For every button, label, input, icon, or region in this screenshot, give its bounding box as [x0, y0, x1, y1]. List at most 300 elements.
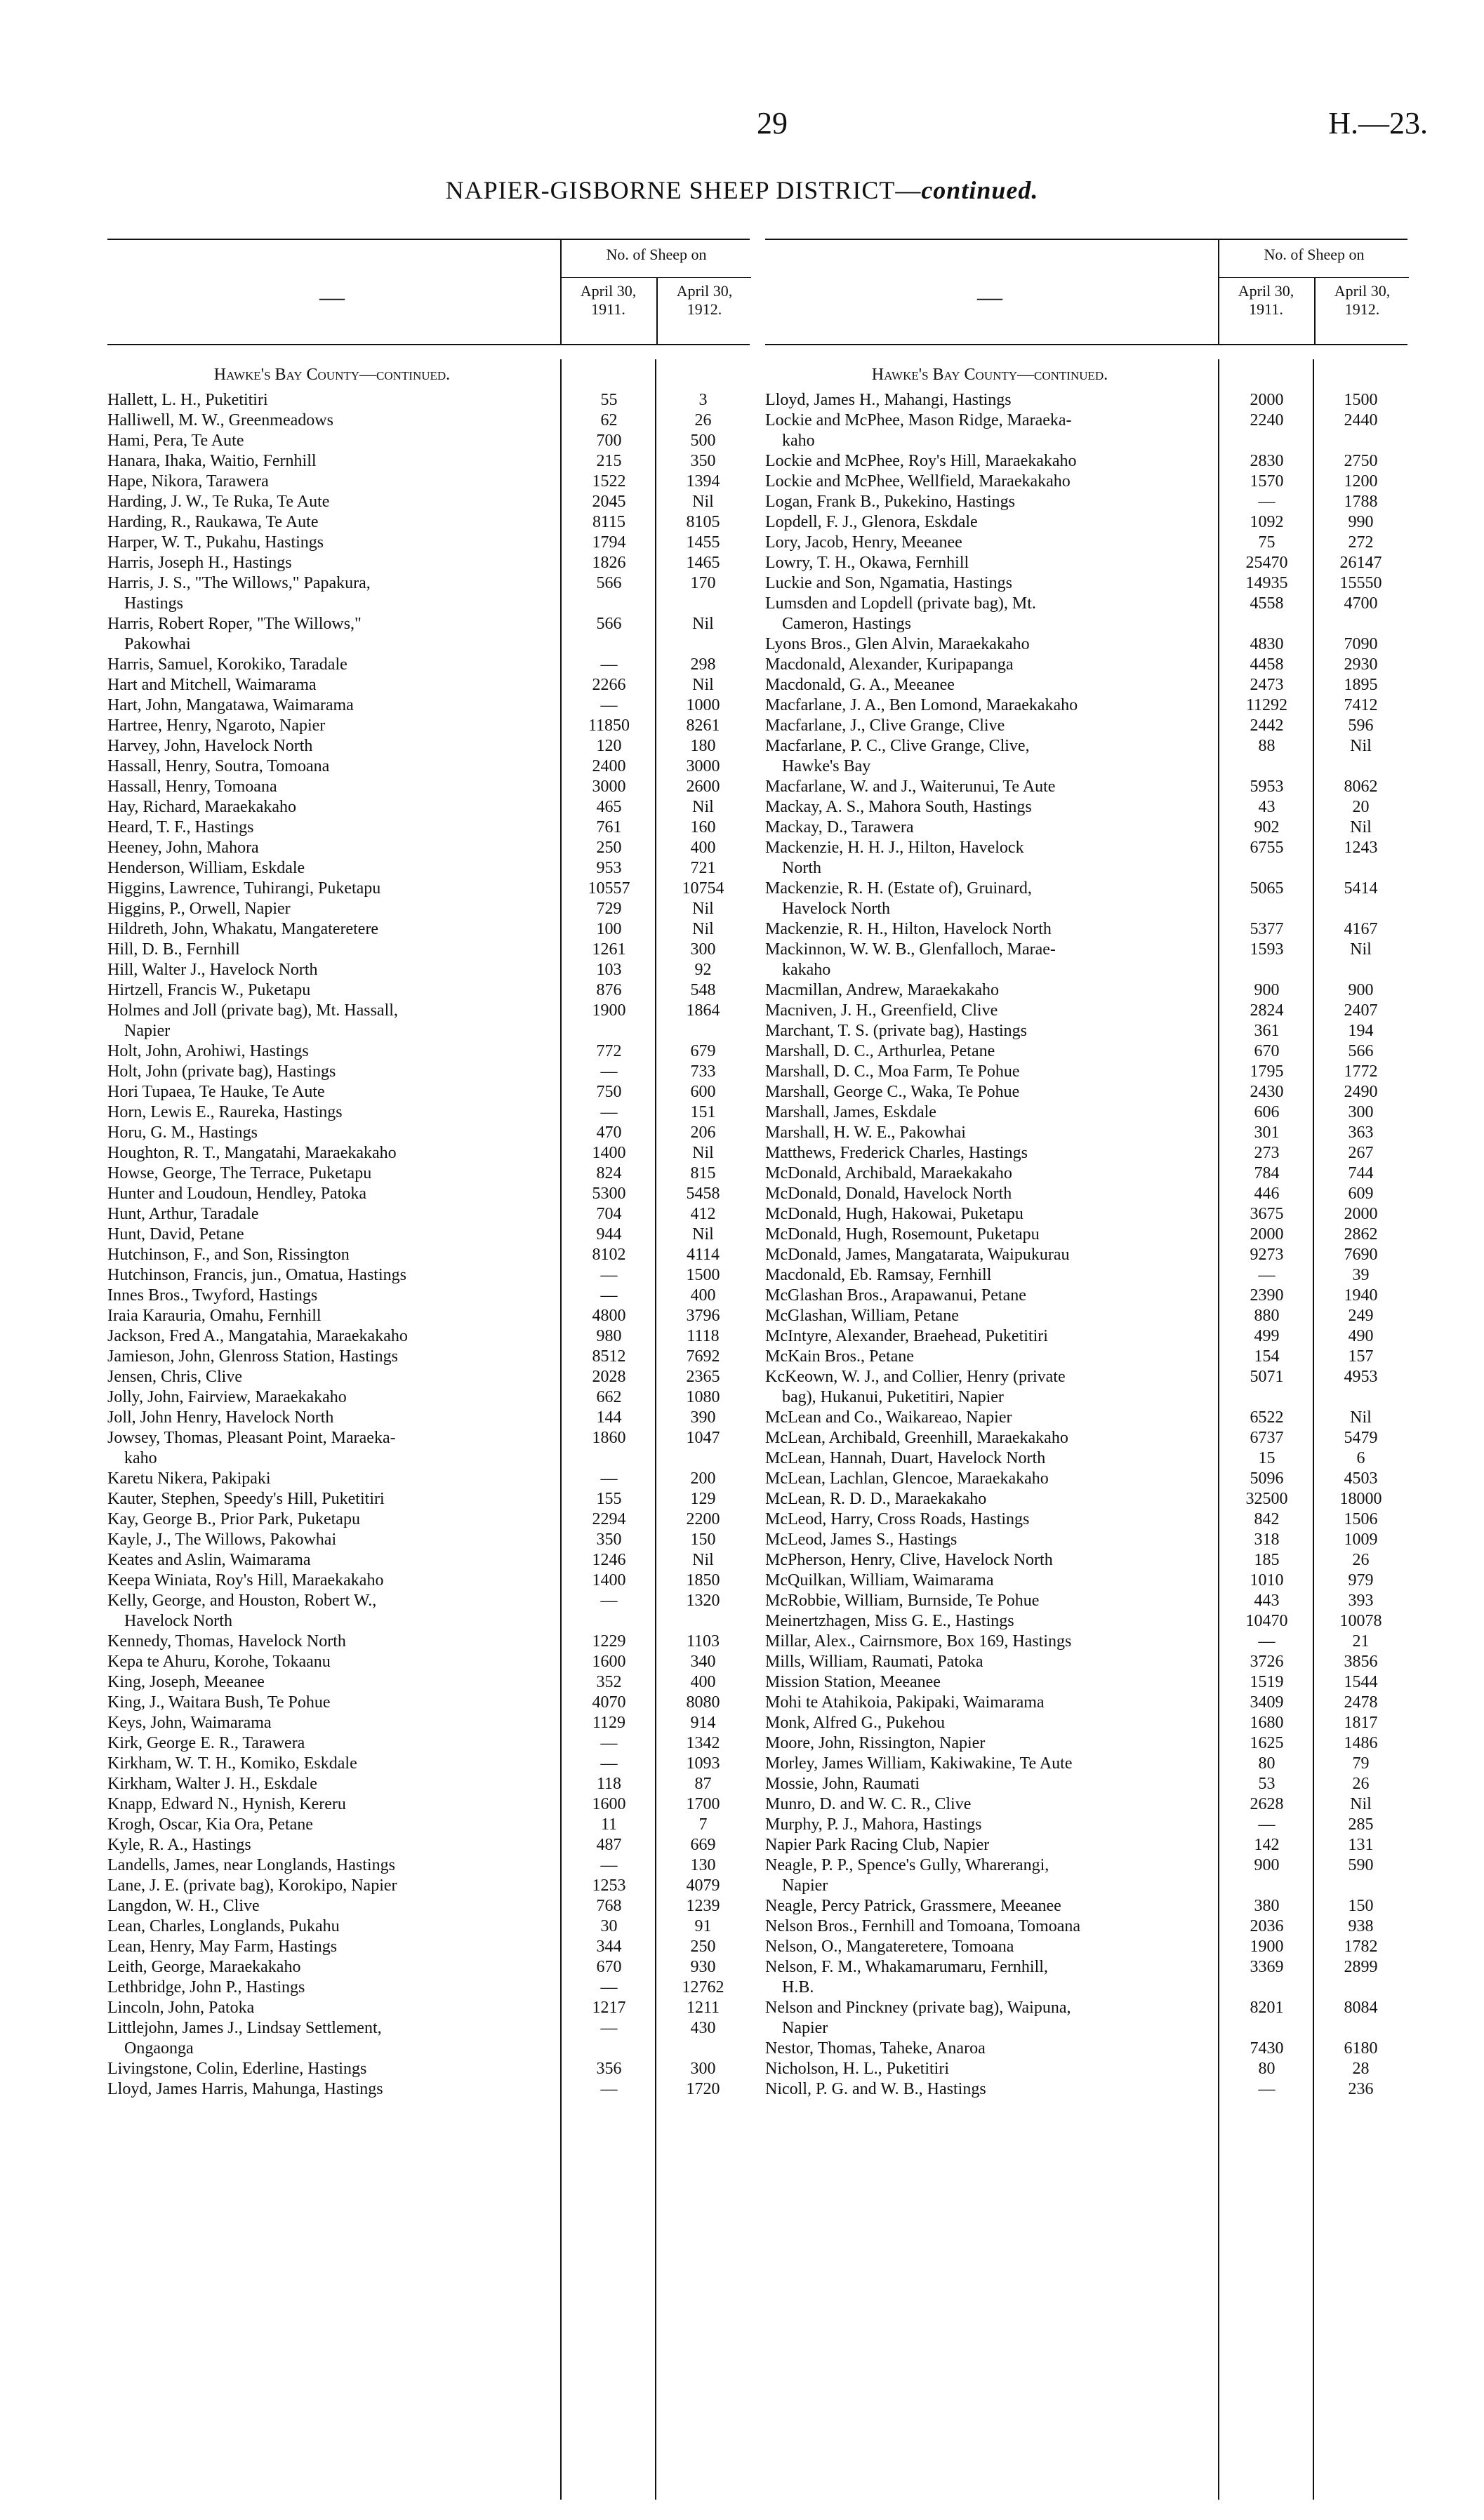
sheep-1912: 7	[698, 1815, 708, 1834]
sheep-1911: 1860	[592, 1429, 626, 1447]
owner-name	[765, 980, 1200, 1001]
sheep-1912: 39	[1352, 1266, 1370, 1284]
table-row	[765, 736, 1407, 777]
sheep-1911: 3726	[1250, 1653, 1284, 1671]
owner-line-1: Harris, Robert Roper, "The Willows,"	[107, 615, 362, 633]
sheep-1911: 350	[596, 1531, 622, 1549]
owner-line-1: Marchant, T. S. (private bag), Hastings	[765, 1022, 1028, 1040]
owner-name	[765, 2039, 1200, 2059]
owner-name	[107, 512, 543, 533]
sheep-1911: 1522	[592, 472, 626, 491]
group-label: No. of Sheep on	[1219, 239, 1409, 278]
sheep-1912: 15550	[1339, 574, 1382, 592]
owner-name	[765, 1143, 1200, 1164]
sheep-1911: 25470	[1245, 554, 1288, 572]
owner-line-1: Jensen, Chris, Clive	[107, 1368, 242, 1386]
sheep-1912: 7090	[1344, 635, 1378, 653]
owner-line-1: Hill, Walter J., Havelock North	[107, 961, 318, 979]
owner-name	[765, 472, 1200, 492]
sheep-1911: 1129	[592, 1714, 626, 1732]
owner-name	[107, 1286, 543, 1306]
owner-name	[765, 797, 1200, 818]
sheep-1912: Nil	[692, 798, 714, 816]
sheep-1912: 393	[1348, 1592, 1374, 1610]
sheep-1911: 11850	[588, 716, 630, 735]
table-row	[765, 1448, 1407, 1469]
owner-line-1: Keepa Winiata, Roy's Hill, Maraekakaho	[107, 1571, 384, 1589]
owner-line-1: Hunt, Arthur, Taradale	[107, 1205, 259, 1223]
owner-name	[107, 2018, 543, 2059]
sheep-1911: 301	[1254, 1124, 1280, 1142]
table-row	[765, 1408, 1407, 1428]
year-1912-header: April 30, 1912.	[656, 278, 751, 344]
sheep-1911: 6522	[1250, 1408, 1284, 1427]
rows	[765, 390, 1407, 2100]
owner-line-1: Mackenzie, R. H. (Estate of), Gruinard,	[765, 879, 1032, 898]
table-row	[765, 1143, 1407, 1164]
sheep-1911: 11	[600, 1815, 618, 1834]
table-row	[765, 1672, 1407, 1693]
sheep-1911: 980	[596, 1327, 622, 1345]
owner-name	[107, 1998, 543, 2018]
owner-line-1: Marshall, James, Eskdale	[765, 1103, 936, 1121]
sheep-1912: 2490	[1344, 1083, 1378, 1101]
sheep-1911: 4070	[592, 1693, 626, 1712]
owner-line-1: McLean, Archibald, Greenhill, Maraekakaho	[765, 1429, 1068, 1447]
owner-name	[107, 553, 543, 573]
sheep-1911: 4458	[1250, 655, 1284, 674]
owner-line-1: Lowry, T. H., Okawa, Fernhill	[765, 554, 969, 572]
sheep-1911: 729	[596, 900, 622, 918]
owner-line-1: Neagle, Percy Patrick, Grassmere, Meeanee	[765, 1897, 1061, 1915]
sheep-1912: 300	[690, 2060, 716, 2078]
table-row	[765, 940, 1407, 980]
sheep-1912: 5458	[686, 1185, 720, 1203]
owner-name	[765, 1021, 1200, 1041]
owner-name	[107, 1571, 543, 1591]
sheep-1912: 131	[1348, 1836, 1374, 1854]
owner-name	[765, 716, 1200, 736]
table-header	[765, 239, 1407, 345]
table-row	[765, 1937, 1407, 1957]
table-row	[765, 655, 1407, 675]
sheep-1911: 1826	[592, 554, 626, 572]
owner-line-2: North	[782, 859, 821, 877]
sheep-1912: 1394	[686, 472, 720, 491]
owner-name	[765, 1693, 1200, 1713]
table-row	[765, 1693, 1407, 1713]
sheep-1912: 412	[690, 1205, 716, 1223]
section-heading: Hawke's Bay County—continued.	[213, 366, 451, 384]
owner-line-1: Innes Bros., Twyford, Hastings	[107, 1286, 318, 1305]
owner-name	[107, 1062, 543, 1082]
sheep-1911: 14935	[1245, 574, 1288, 592]
owner-name	[107, 573, 543, 614]
sheep-1911: 1253	[592, 1876, 626, 1895]
owner-name	[765, 1123, 1200, 1143]
table-row	[107, 1978, 750, 1998]
sheep-1911: 606	[1254, 1103, 1280, 1121]
table-row	[107, 980, 750, 1001]
owner-name	[107, 1123, 543, 1143]
sheep-1911: 32500	[1245, 1490, 1288, 1508]
owner-line-1: Heard, T. F., Hastings	[107, 818, 254, 836]
table-row	[107, 573, 750, 614]
sheep-1911: 704	[596, 1205, 622, 1223]
owner-line-1: McDonald, Archibald, Maraekakaho	[765, 1164, 1012, 1182]
sheep-1911: 768	[596, 1897, 622, 1915]
owner-line-1: King, Joseph, Meeanee	[107, 1673, 265, 1691]
owner-name	[765, 594, 1200, 634]
sheep-1912: 1342	[686, 1734, 720, 1752]
owner-line-1: Littlejohn, James J., Lindsay Settlement,	[107, 2019, 382, 2037]
owner-line-1: Nelson, O., Mangateretere, Tomoana	[765, 1938, 1014, 1956]
owner-line-1: Hunt, David, Petane	[107, 1225, 244, 1244]
sheep-1912: 400	[690, 1286, 716, 1305]
table-row	[107, 431, 750, 451]
sheep-1912: 1506	[1344, 1510, 1378, 1528]
table-row	[107, 1123, 750, 1143]
sheep-1912: 4079	[686, 1876, 720, 1895]
sheep-1912: 2899	[1344, 1958, 1378, 1976]
owner-line-1: Higgins, Lawrence, Tuhirangi, Puketapu	[107, 879, 381, 898]
sheep-1911: 2473	[1250, 676, 1284, 694]
table-row	[107, 1143, 750, 1164]
owner-name	[107, 451, 543, 472]
title-continued: continued.	[921, 176, 1039, 204]
sheep-1911: 15	[1258, 1449, 1276, 1467]
owner-name	[765, 1611, 1200, 1632]
table-row	[107, 655, 750, 675]
owner-name	[765, 818, 1200, 838]
owner-name	[765, 1408, 1200, 1428]
owner-line-1: Livingstone, Colin, Ederline, Hastings	[107, 2060, 367, 2078]
sheep-1912: 1817	[1344, 1714, 1378, 1732]
sheep-1912: 250	[690, 1938, 716, 1956]
sheep-1912: 129	[690, 1490, 716, 1508]
sheep-1911: 3000	[592, 778, 626, 796]
table-row	[765, 573, 1407, 594]
table-row	[107, 1571, 750, 1591]
owner-name	[107, 1428, 543, 1469]
sheep-1911: 3369	[1250, 1958, 1284, 1976]
owner-name	[765, 1632, 1200, 1652]
owner-line-1: Lockie and McPhee, Roy's Hill, Maraekakaho	[765, 452, 1077, 470]
table-row	[765, 879, 1407, 919]
owner-name	[765, 411, 1200, 451]
sheep-1911: 784	[1254, 1164, 1280, 1182]
owner-line-1: Krogh, Oscar, Kia Ora, Petane	[107, 1815, 313, 1834]
table-row	[107, 1286, 750, 1306]
table-row	[107, 675, 750, 695]
sheep-1912: 500	[690, 432, 716, 450]
sheep-1912: 2600	[686, 778, 720, 796]
owner-name	[765, 512, 1200, 533]
owner-name	[765, 533, 1200, 553]
table-row	[765, 777, 1407, 797]
owner-name	[765, 1469, 1200, 1489]
owner-name	[765, 1733, 1200, 1754]
owner-name	[107, 1733, 543, 1754]
owner-name	[107, 1591, 543, 1632]
owner-line-1: Nelson Bros., Fernhill and Tomoana, Tomoana	[765, 1917, 1081, 1935]
table-row	[765, 1733, 1407, 1754]
sheep-1912: 5414	[1344, 879, 1378, 898]
table-row	[765, 2059, 1407, 2079]
sheep-1911: 155	[596, 1490, 622, 1508]
owner-line-1: Hart, John, Mangatawa, Waimarama	[107, 696, 354, 714]
sheep-1912: 8105	[686, 513, 720, 531]
sheep-1911: 2240	[1250, 411, 1284, 429]
owner-line-1: Harris, Samuel, Korokiko, Taradale	[107, 655, 347, 674]
sheep-1912: Nil	[1350, 737, 1372, 755]
owner-name	[107, 1245, 543, 1265]
sheep-1912: 4167	[1344, 920, 1378, 938]
owner-name	[765, 2059, 1200, 2079]
sheep-1911: 1246	[592, 1551, 626, 1569]
owner-name	[107, 1876, 543, 1896]
sheep-1911: 2824	[1250, 1001, 1284, 1020]
sheep-1912: 1103	[686, 1632, 720, 1651]
owner-line-1: Hassall, Henry, Tomoana	[107, 778, 277, 796]
sheep-1912: 2478	[1344, 1693, 1378, 1712]
header-dash: —	[977, 283, 1002, 311]
sheep-1912: 340	[690, 1653, 716, 1671]
owner-name	[107, 1896, 543, 1916]
sheep-1911: 1600	[592, 1653, 626, 1671]
owner-name	[765, 492, 1200, 512]
sheep-1912: 1850	[686, 1571, 720, 1589]
sheep-1912: 590	[1348, 1856, 1374, 1874]
table-row	[765, 1428, 1407, 1448]
owner-name	[765, 1428, 1200, 1448]
owner-line-2: kaho	[782, 432, 815, 450]
sheep-1912: 12762	[682, 1978, 724, 1996]
sheep-1911: 30	[600, 1917, 618, 1935]
table-row	[765, 1041, 1407, 1062]
table-row	[107, 1367, 750, 1387]
owner-line-1: Lumsden and Lopdell (private bag), Mt.	[765, 594, 1036, 613]
sheep-1911: 1680	[1250, 1714, 1284, 1732]
owner-name	[107, 2079, 543, 2100]
table-row	[765, 1998, 1407, 2039]
sheep-1912: 490	[1348, 1327, 1374, 1345]
owner-line-1: Jolly, John, Fairview, Maraekakaho	[107, 1388, 347, 1406]
table-row	[107, 797, 750, 818]
owner-name	[765, 1184, 1200, 1204]
table-row	[107, 1347, 750, 1367]
owner-line-1: Mills, William, Raumati, Patoka	[765, 1653, 983, 1671]
owner-line-1: Harper, W. T., Pukahu, Hastings	[107, 533, 324, 552]
table-row	[765, 411, 1407, 451]
sheep-1911: —	[600, 1592, 618, 1610]
owner-name	[765, 1326, 1200, 1347]
owner-line-1: Holt, John, Arohiwi, Hastings	[107, 1042, 309, 1060]
owner-line-1: McQuilkan, William, Waimarama	[765, 1571, 994, 1589]
sheep-1911: 1600	[592, 1795, 626, 1813]
owner-name	[765, 1286, 1200, 1306]
sheep-1911: 953	[596, 859, 622, 877]
owner-line-1: Logan, Frank B., Pukekino, Hastings	[765, 493, 1015, 511]
sheep-1912: 298	[690, 655, 716, 674]
owner-name	[107, 1713, 543, 1733]
sheep-1911: 900	[1254, 981, 1280, 999]
owner-name	[107, 1184, 543, 1204]
sheep-1912: 1772	[1344, 1062, 1378, 1081]
sheep-1912: Nil	[692, 920, 714, 938]
owner-line-1: McLean and Co., Waikareao, Napier	[765, 1408, 1012, 1427]
sheep-1912: 26147	[1339, 554, 1382, 572]
sheep-1912: 930	[690, 1958, 716, 1976]
owner-line-1: Hassall, Henry, Soutra, Tomoana	[107, 757, 330, 775]
sheep-1912: 267	[1348, 1144, 1374, 1162]
owner-line-1: Lloyd, James H., Mahangi, Hastings	[765, 391, 1012, 409]
sheep-1911: 118	[596, 1775, 622, 1793]
owner-name	[765, 1265, 1200, 1286]
table-row	[765, 1815, 1407, 1835]
owner-line-1: McLean, R. D. D., Maraekakaho	[765, 1490, 987, 1508]
owner-name	[107, 1672, 543, 1693]
owner-line-1: Moore, John, Rissington, Napier	[765, 1734, 986, 1752]
owner-line-1: Nelson, F. M., Whakamarumaru, Fernhill,	[765, 1958, 1048, 1976]
owner-name	[107, 1387, 543, 1408]
table-row	[765, 1245, 1407, 1265]
sheep-1912: 91	[694, 1917, 712, 1935]
table-row	[765, 1916, 1407, 1937]
sheep-1911: 2045	[592, 493, 626, 511]
sheep-1912: 10078	[1339, 1612, 1382, 1630]
group-label: No. of Sheep on	[562, 239, 751, 278]
sheep-1911: 761	[596, 818, 622, 836]
owner-line-1: Keates and Aslin, Waimarama	[107, 1551, 311, 1569]
owner-name	[107, 858, 543, 879]
table-row	[765, 1225, 1407, 1245]
sheep-1912: 2200	[686, 1510, 720, 1528]
sheep-1911: 2628	[1250, 1795, 1284, 1813]
owner-name	[107, 777, 543, 797]
owner-line-1: Mackenzie, R. H., Hilton, Havelock North	[765, 920, 1052, 938]
sheep-1912: 206	[690, 1124, 716, 1142]
sheep-1911: 5065	[1250, 879, 1284, 898]
owner-name	[107, 1367, 543, 1387]
sheep-1911: 700	[596, 432, 622, 450]
sheep-1912: 7692	[686, 1347, 720, 1366]
sheep-1911: 8512	[592, 1347, 626, 1366]
owner-name	[107, 940, 543, 960]
sheep-1911: —	[600, 1978, 618, 1996]
owner-name	[765, 1672, 1200, 1693]
owner-name	[765, 1957, 1200, 1998]
table-row	[765, 390, 1407, 411]
owner-line-1: Knapp, Edward N., Hynish, Kereru	[107, 1795, 346, 1813]
sheep-1912: Nil	[1350, 1408, 1372, 1427]
sheep-1911: 43	[1258, 798, 1276, 816]
sheep-1912: 2862	[1344, 1225, 1378, 1244]
sheep-1911: 876	[596, 981, 622, 999]
sheep-1911: —	[600, 1103, 618, 1121]
owner-name	[107, 1347, 543, 1367]
table-row	[765, 1896, 1407, 1916]
table-row	[765, 1367, 1407, 1408]
owner-line-2: Havelock North	[782, 900, 890, 918]
owner-line-1: Macdonald, Eb. Ramsay, Fernhill	[765, 1266, 992, 1284]
table-row	[107, 1937, 750, 1957]
owner-name	[765, 736, 1200, 777]
table-row	[765, 1794, 1407, 1815]
table-row	[107, 1794, 750, 1815]
sheep-1912: 1118	[687, 1327, 720, 1345]
sheep-1911: 772	[596, 1042, 622, 1060]
owner-name	[107, 1204, 543, 1225]
sheep-1911: 75	[1258, 533, 1276, 552]
sheep-1911: 1261	[592, 940, 626, 959]
sheep-1912: 3	[698, 391, 708, 409]
table-row	[765, 980, 1407, 1001]
table-row	[107, 716, 750, 736]
table-row	[765, 1530, 1407, 1550]
owner-name	[765, 1998, 1200, 2039]
owner-line-1: Hay, Richard, Maraekakaho	[107, 798, 296, 816]
sheep-1911: —	[600, 1266, 618, 1284]
sheep-1912: 236	[1348, 2080, 1374, 2098]
owner-name	[765, 1591, 1200, 1611]
owner-name	[107, 1937, 543, 1957]
sheep-1912: 1211	[686, 1999, 720, 2017]
sheep-1911: 842	[1254, 1510, 1280, 1528]
table-row	[107, 756, 750, 777]
owner-name	[107, 1509, 543, 1530]
sheep-1912: 733	[690, 1062, 716, 1081]
sheep-1911: 2028	[592, 1368, 626, 1386]
table-row	[765, 1184, 1407, 1204]
owner-line-1: Hildreth, John, Whakatu, Mangateretere	[107, 920, 379, 938]
owner-name	[765, 1041, 1200, 1062]
sheep-1911: 144	[596, 1408, 622, 1427]
sheep-1911: 1795	[1250, 1062, 1284, 1081]
table-row	[107, 1591, 750, 1632]
sheep-1912: 4503	[1344, 1469, 1378, 1488]
table-row	[107, 1876, 750, 1896]
table-row	[765, 1102, 1407, 1123]
owner-line-1: Neagle, P. P., Spence's Gully, Wharerangi,	[765, 1856, 1049, 1874]
sheep-1912: 150	[690, 1531, 716, 1549]
sheep-1912: 350	[690, 452, 716, 470]
owner-name	[765, 1896, 1200, 1916]
owner-line-1: Macniven, J. H., Greenfield, Clive	[765, 1001, 998, 1020]
owner-line-1: Harding, R., Raukawa, Te Aute	[107, 513, 319, 531]
sheep-1911: 1519	[1250, 1673, 1284, 1691]
table-row	[107, 1082, 750, 1102]
sheep-1912: 1720	[686, 2080, 720, 2098]
sheep-1911: 566	[596, 574, 622, 592]
owner-line-1: Hallett, L. H., Puketitiri	[107, 391, 268, 409]
owner-line-1: Marshall, George C., Waka, Te Pohue	[765, 1083, 1020, 1101]
sheep-1912: 430	[690, 2019, 716, 2037]
sheep-1912: 938	[1348, 1917, 1374, 1935]
sheep-1911: —	[600, 2019, 618, 2037]
sheep-1912: 2000	[1344, 1205, 1378, 1223]
sheep-1911: —	[1258, 1815, 1276, 1834]
sheep-1911: 6755	[1250, 839, 1284, 857]
sheep-1911: 154	[1254, 1347, 1280, 1366]
table-row	[107, 777, 750, 797]
table-row	[107, 1855, 750, 1876]
sheep-1911: 1593	[1250, 940, 1284, 959]
owner-line-1: Marshall, D. C., Arthurlea, Petane	[765, 1042, 995, 1060]
sheep-1911: 1900	[1250, 1938, 1284, 1956]
owner-line-1: McGlashan, William, Petane	[765, 1307, 959, 1325]
owner-name	[107, 1326, 543, 1347]
